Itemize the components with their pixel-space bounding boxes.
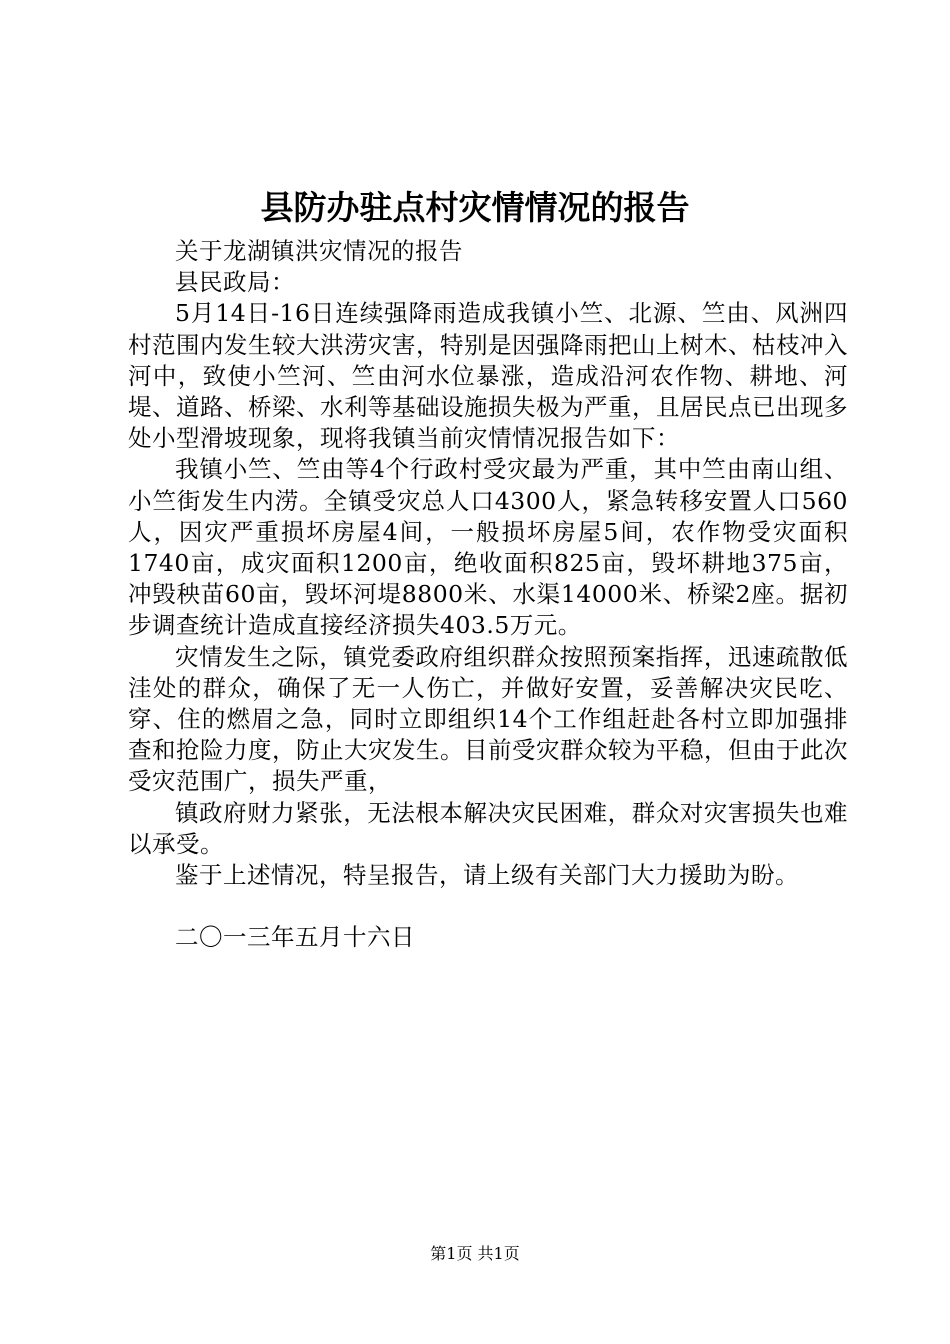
document-title: 县防办驻点村灾情情况的报告 [260,188,690,227]
paragraph-request: 鉴于上述情况，特呈报告，请上级有关部门大力援助为盼。 [175,861,799,890]
paragraph-difficulty: 镇政府财力紧张，无法根本解决灾民困难，群众对灾害损失也难以承受。 [128,798,848,858]
report-subtitle: 关于龙湖镇洪灾情况的报告 [175,237,463,265]
page-number: 第1页 共1页 [430,1244,520,1263]
document-body [128,236,848,954]
addressee: 县民政局： [175,268,295,297]
document-date: 二〇一三年五月十六日 [175,923,415,952]
paragraph-intro: 5月14日-16日连续强降雨造成我镇小竺、北源、竺由、风洲四村范围内发生较大洪涝灾害，特别是因强降雨把山上树木、枯枝冲入河中，致使小竺河、竺由河水位暴涨，造成沿河农作物、耕地、河堤、道路、桥梁、水利等基础设施损失极为严重，且居民点已出现多处小型滑坡现象，现将我镇当前灾情情况报告如下： [128,299,848,453]
paragraph-response: 灾情发生之际，镇党委政府组织群众按照预案指挥，迅速疏散低洼处的群众，确保了无一人伤亡，并做好安置，妥善解决灾民吃、穿、住的燃眉之急，同时立即组织14个工作组赶赴各村立即加强排查和抢险力度，防止大灾发生。目前受灾群众较为平稳，但由于此次受灾范围广，损失严重， [128,642,848,796]
paragraph-losses: 我镇小竺、竺由等4个行政村受灾最为严重，其中竺由南山组、小竺街发生内涝。全镇受灾总人口4300人，紧急转移安置人口560人，因灾严重损坏房屋4间，一般损坏房屋5间，农作物受灾面积1740亩，成灾面积1200亩，绝收面积825亩，毁坏耕地375亩，冲毁秧苗60亩，毁坏河堤8800米、水渠14000米、桥梁2座。据初步调查统计造成直接经济损失403.5万元。 [128,455,848,640]
